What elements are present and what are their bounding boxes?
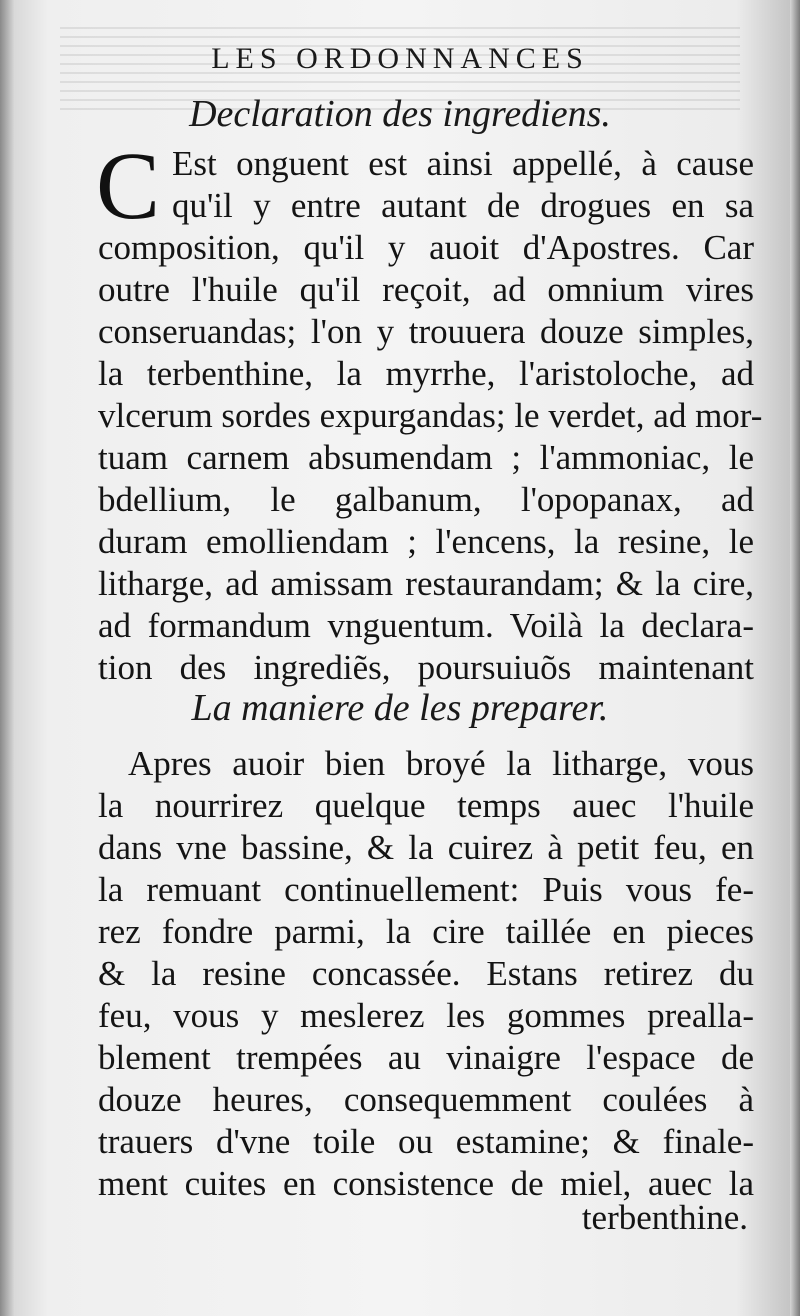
text-line: dans vne bassine, & la cuirez à petit feu, en <box>98 828 754 867</box>
text-line: qu'il y entre autant de drogues en sa <box>172 186 754 225</box>
text-line: litharge, ad amissam restaurandam; & la cire, <box>98 564 754 603</box>
text-line: blement trempées au vinaigre l'espace de <box>98 1038 754 1077</box>
text-line: ad formandum vnguentum. Voilà la declara- <box>98 606 754 645</box>
text-line: & la resine concassée. Estans retirez du <box>98 954 754 993</box>
catchword: terbenthine. <box>581 1198 748 1237</box>
text-line: ment cuites en consistence de miel, auec la <box>98 1164 754 1203</box>
section-heading-declaration: Declaration des ingrediens. <box>189 93 611 135</box>
page-edge-right <box>790 0 800 1316</box>
text-line: conseruandas; l'on y trouuera douze simples, <box>98 312 754 351</box>
text-line: bdellium, le galbanum, l'opopanax, ad <box>98 480 754 519</box>
text-line: trauers d'vne toile ou estamine; & finale- <box>98 1122 754 1161</box>
text-line: la terbenthine, la myrrhe, l'aristoloche, ad <box>98 354 754 393</box>
running-head: LES ORDONNANCES <box>211 42 589 75</box>
text-line: feu, vous y meslerez les gommes prealla- <box>98 996 754 1035</box>
text-line: rez fondre parmi, la cire taillée en pieces <box>98 912 754 951</box>
text-line: tion des ingrediẽs, poursuiuõs maintenant <box>98 648 754 687</box>
text-line: douze heures, consequemment coulées à <box>98 1080 754 1119</box>
section-heading-preparation: La maniere de les preparer. <box>191 687 609 729</box>
text-line: la nourrirez quelque temps auec l'huile <box>98 786 754 825</box>
page-edge-left <box>0 0 14 1316</box>
text-line: composition, qu'il y auoit d'Apostres. Car <box>98 228 754 267</box>
text-line: la remuant continuellement: Puis vous fe- <box>98 870 754 909</box>
drop-cap: C <box>96 132 161 239</box>
text-line: vlcerum sordes expurgandas; le verdet, ad mor- <box>98 396 763 435</box>
text-line: Est onguent est ainsi appellé, à cause <box>172 144 754 183</box>
text-line: Apres auoir bien broyé la litharge, vous <box>128 744 754 783</box>
text-line: tuam carnem absumendam ; l'ammoniac, le <box>98 438 754 477</box>
text-line: outre l'huile qu'il reçoit, ad omnium vires <box>98 270 754 309</box>
text-line: duram emolliendam ; l'encens, la resine, le <box>98 522 754 561</box>
